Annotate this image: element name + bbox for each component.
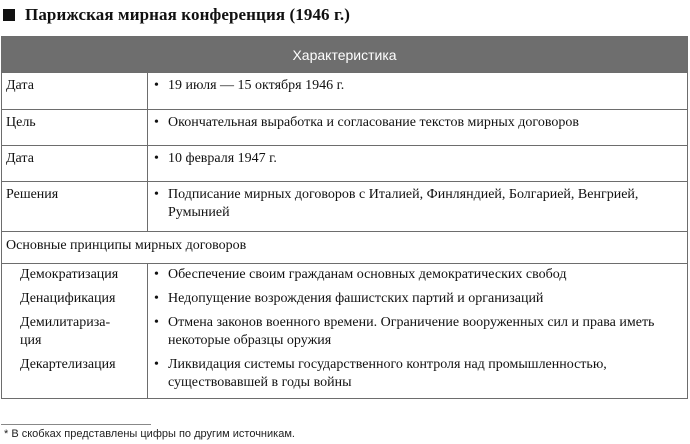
table-row <box>2 182 688 232</box>
table-row <box>2 146 688 182</box>
row-label: Дата <box>2 146 148 182</box>
section-title: Основные принципы мирных договоров <box>2 232 688 264</box>
bullet-icon: • <box>154 357 159 372</box>
row-value: • 10 февраля 1947 г. <box>148 146 688 182</box>
conference-table <box>1 36 688 399</box>
principle-labels <box>2 264 148 399</box>
bullet-icon: • <box>154 151 159 166</box>
row-value: • Подписание мирных договоров с Италией, Финляндией, Болгарией, Венгрией, Румынией <box>148 182 688 232</box>
row-label: Дата <box>2 73 148 110</box>
bullet-icon: • <box>154 315 159 330</box>
page-title: Парижская мирная конференция (1946 г.) <box>25 5 351 24</box>
principle-label: Декартелизация <box>20 357 116 372</box>
row-value: • Окончательная выработка и согласование текстов мирных договоров <box>148 110 688 146</box>
table-row <box>2 110 688 146</box>
bullet-icon: • <box>154 78 159 93</box>
principle-label: Демилитариза- ция <box>20 315 111 348</box>
principles-row <box>2 264 688 399</box>
table-header: Характеристика <box>2 37 688 73</box>
table-row <box>2 73 688 110</box>
bullet-icon: • <box>154 267 159 282</box>
bullet-icon: • <box>154 187 159 202</box>
principle-value: • Отмена законов военного времени. Ограничение вооруженных сил и права иметь некоторые образцы оружия <box>154 315 655 348</box>
page-title-row <box>0 3 350 27</box>
bullet-icon: • <box>154 291 159 306</box>
bullet-icon: • <box>154 115 159 130</box>
row-label: Цель <box>2 110 148 146</box>
principle-label: Денацификация <box>20 291 116 306</box>
footnote-divider <box>1 424 151 425</box>
section-row <box>2 232 688 264</box>
row-value: • 19 июля — 15 октября 1946 г. <box>148 73 688 110</box>
principle-value: • Обеспечение своим гражданам основных демократических свобод <box>154 267 567 282</box>
principle-label: Демократизация <box>20 267 119 282</box>
principle-value: • Ликвидация системы государственного контроля над промышленностью, существовавшей в годы войны <box>154 357 607 390</box>
principle-values <box>148 264 688 399</box>
title-square-icon <box>3 9 15 21</box>
footnote: * В скобках представлены цифры по другим источникам. <box>4 428 295 440</box>
row-label: Решения <box>2 182 148 232</box>
principle-value: • Недопущение возрождения фашистских партий и организаций <box>154 291 544 306</box>
